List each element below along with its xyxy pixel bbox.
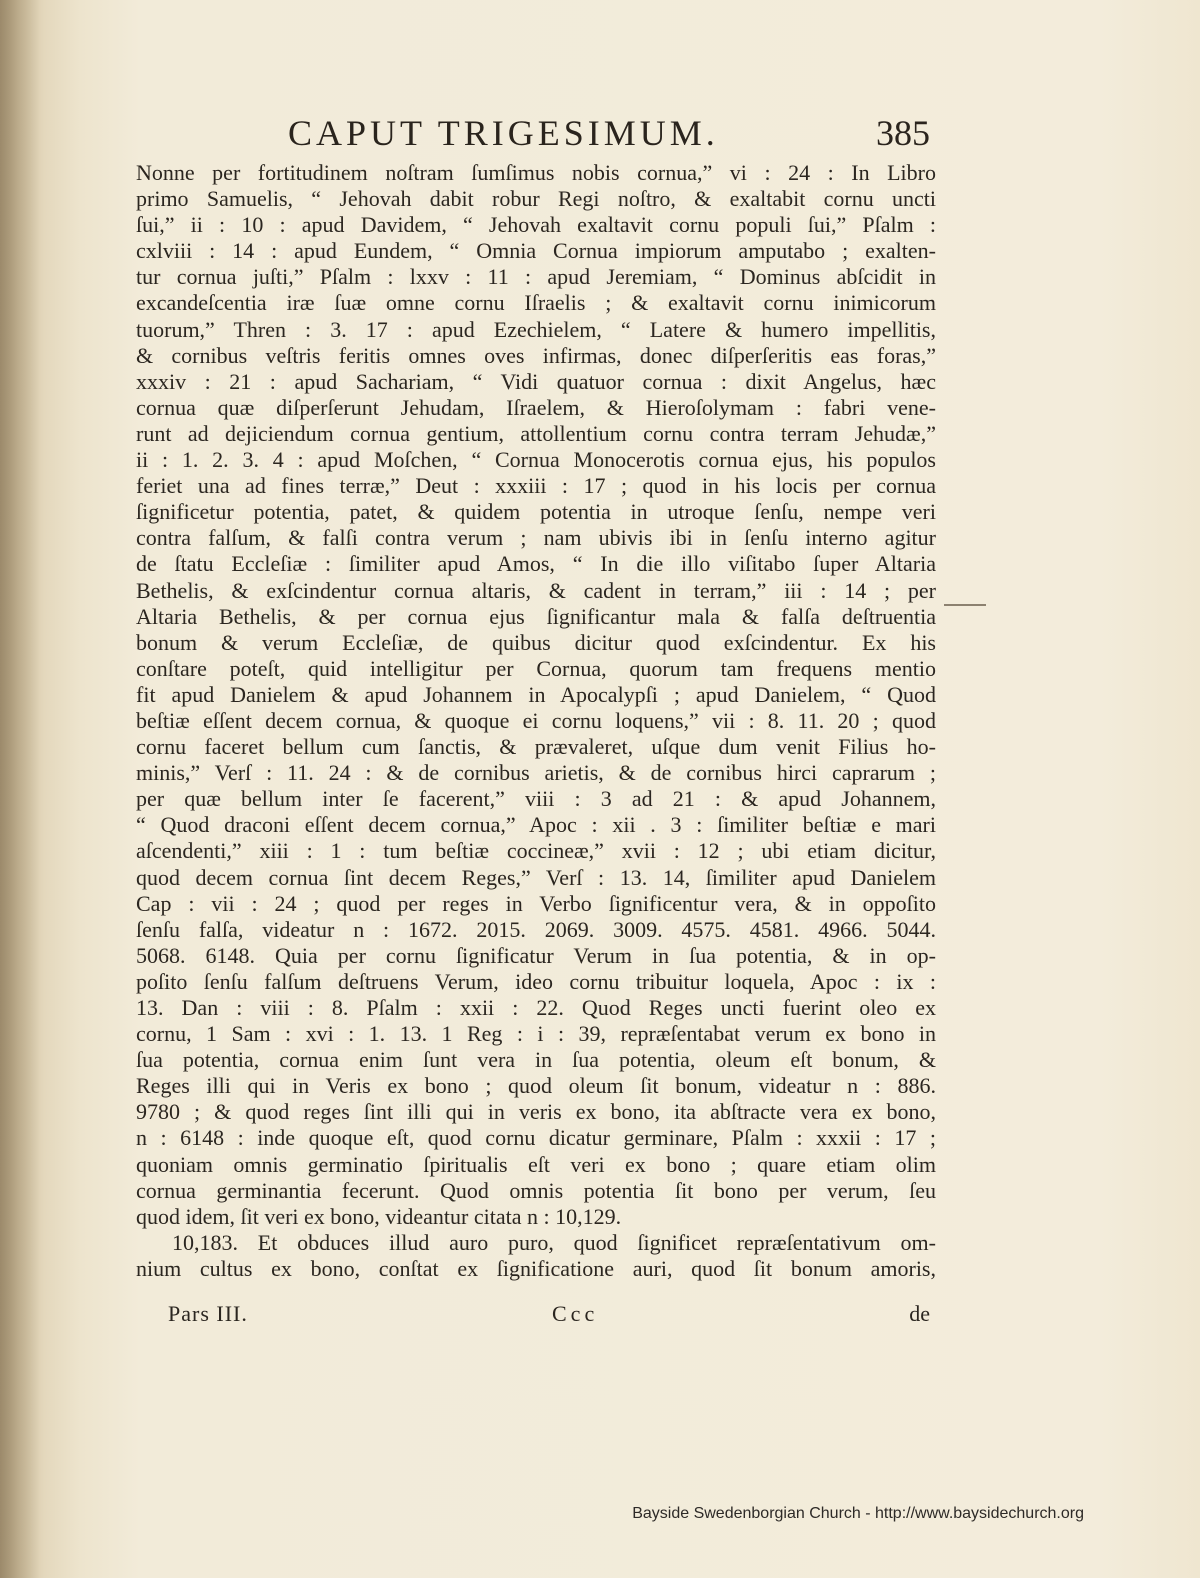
text-line: aſcendenti,” xiii : 1 : tum beſtiæ coccineæ,” xvii : 12 ; ubi etiam dicitur,	[136, 838, 936, 864]
signature-mark: Ccc	[552, 1301, 599, 1326]
text-line: beſtiæ eſſent decem cornua, & quoque ei cornu loquens,” vii : 8. 11. 20 ; quod	[136, 707, 936, 733]
text-line: Cap : vii : 24 ; quod per reges in Verbo ſignificentur vera, & in oppoſito	[136, 890, 936, 916]
text-line: n : 6148 : inde quoque eſt, quod cornu dicatur germinare, Pſalm : xxxii : 17 ;	[136, 1125, 936, 1151]
spine-shadow	[0, 0, 40, 1578]
text-line: ſui,” ii : 10 : apud Davidem, “ Jehovah exaltavit cornu populi ſui,” Pſalm :	[136, 212, 936, 238]
text-line: 9780 ; & quod reges ſint illi qui in veris ex bono, ita abſtracte vera ex bono,	[136, 1099, 936, 1125]
body-text	[136, 160, 936, 1282]
text-line: quod decem cornua ſint decem Reges,” Verſ : 13. 14, ſimiliter apud Danielem	[136, 864, 936, 890]
text-line: bonum & verum Eccleſiæ, de quibus dicitur quod exſcindentur. Ex his	[136, 629, 936, 655]
text-line: feriet una ad fines terræ,” Deut : xxxiii : 17 ; quod in his locis per cornua	[136, 473, 936, 499]
text-line: Reges illi qui in Veris ex bono ; quod oleum ſit bonum, videatur n : 886.	[136, 1073, 936, 1099]
text-line: Bethelis, & exſcindentur cornua altaris, & cadent in terram,” iii : 14 ; per	[136, 577, 936, 603]
text-line: & cornibus veſtris feritis omnes oves infirmas, donec diſperſeritis eas foras,”	[136, 342, 936, 368]
text-line: 5068. 6148. Quia per cornu ſignificatur Verum in ſua potentia, & in op-	[136, 942, 936, 968]
text-line: ii : 1. 2. 3. 4 : apud Moſchen, “ Cornua Monocerotis cornua ejus, his populos	[136, 447, 936, 473]
text-line: minis,” Verſ : 11. 24 : & de cornibus arietis, & de cornibus hirci caprarum ;	[136, 760, 936, 786]
text-line: xxxiv : 21 : apud Sachariam, “ Vidi quatuor cornua : dixit Angelus, hæc	[136, 368, 936, 394]
watermark: Bayside Swedenborgian Church - http://www.baysidechurch.org	[632, 1505, 1084, 1522]
text-line: cornua quæ diſperſerunt Jehudam, Iſraelem, & Hieroſolymam : fabri vene-	[136, 394, 936, 420]
text-line: 10,183. Et obduces illud auro puro, quod ſignificet repræſentativum om-	[172, 1229, 936, 1255]
text-line: tuorum,” Thren : 3. 17 : apud Ezechielem, “ Latere & humero impellitis,	[136, 316, 936, 342]
text-line: conſtare poteſt, quid intelligitur per Cornua, quorum tam frequens mentio	[136, 655, 936, 681]
page-number: 385	[876, 113, 930, 153]
text-line: primo Samuelis, “ Jehovah dabit robur Regi noſtro, & exaltabit cornu uncti	[136, 186, 936, 212]
text-line: Nonne per fortitudinem noſtram ſumſimus nobis cornua,” vi : 24 : In Libro	[136, 160, 936, 185]
text-line: quoniam omnis germinatio ſpiritualis eſt veri ex bono ; quare etiam olim	[136, 1151, 936, 1177]
text-line: cornu faceret bellum cum ſanctis, & prævaleret, uſque dum venit Filius ho-	[136, 734, 936, 760]
running-title: CAPUT TRIGESIMUM.	[288, 113, 719, 153]
text-line: ſignificetur potentia, patet, & quidem potentia in utroque ſenſu, nempe veri	[136, 499, 936, 525]
text-line: poſito ſenſu falſum deſtruens Verum, ideo cornu tribuitur loquela, Apoc : ix :	[136, 968, 936, 994]
text-line: ſenſu falſa, videatur n : 1672. 2015. 2069. 3009. 4575. 4581. 4966. 5044.	[136, 916, 936, 942]
text-line: cxlviii : 14 : apud Eundem, “ Omnia Cornua impiorum amputabo ; exalten-	[136, 238, 936, 264]
text-line: tur cornua juſti,” Pſalm : lxxv : 11 : apud Jeremiam, “ Dominus abſcidit in	[136, 264, 936, 290]
text-line: per quæ bellum inter ſe facerent,” viii : 3 ad 21 : & apud Johannem,	[136, 786, 936, 812]
text-line: ſua potentia, cornua enim ſunt vera in ſua potentia, oleum eſt bonum, &	[136, 1047, 936, 1073]
page-header	[140, 112, 940, 156]
text-line: “ Quod draconi eſſent decem cornua,” Apoc : xii . 3 : ſimiliter beſtiæ e mari	[136, 812, 936, 838]
text-line: de ſtatu Eccleſiæ : ſimiliter apud Amos, “ In die illo viſitabo ſuper Altaria	[136, 551, 936, 577]
text-line: 13. Dan : viii : 8. Pſalm : xxii : 22. Quod Reges uncti fuerint oleo ex	[136, 995, 936, 1020]
text-line: cornu, 1 Sam : xvi : 1. 13. 1 Reg : i : 39, repræſentabat verum ex bono in	[136, 1021, 936, 1047]
text-line: cornua germinantia fecerunt. Quod omnis potentia ſit bono per verum, ſeu	[136, 1177, 936, 1203]
margin-mark	[944, 604, 986, 606]
text-line: nium cultus ex bono, conſtat ex ſignificatione auri, quod ſit bonum amoris,	[136, 1255, 936, 1281]
signature-part: Pars III.	[168, 1301, 248, 1326]
text-line: Altaria Bethelis, & per cornua ejus ſignificantur mala & falſa deſtruentia	[136, 603, 936, 629]
page-footer	[168, 1301, 934, 1331]
text-line: fit apud Danielem & apud Johannem in Apocalypſi ; apud Danielem, “ Quod	[136, 681, 936, 707]
text-line: runt ad dejiciendum cornua gentium, attollentium cornu contra terram Jehudæ,”	[136, 420, 936, 446]
text-line: excandeſcentia iræ ſuæ omne cornu Iſraelis ; & exaltavit cornu inimicorum	[136, 290, 936, 316]
text-line: contra falſum, & falſi contra verum ; nam ubivis ibi in ſenſu interno agitur	[136, 525, 936, 551]
text-line: quod idem, ſit veri ex bono, videantur citata n : 10,129.	[136, 1203, 622, 1229]
catchword: de	[909, 1301, 930, 1326]
